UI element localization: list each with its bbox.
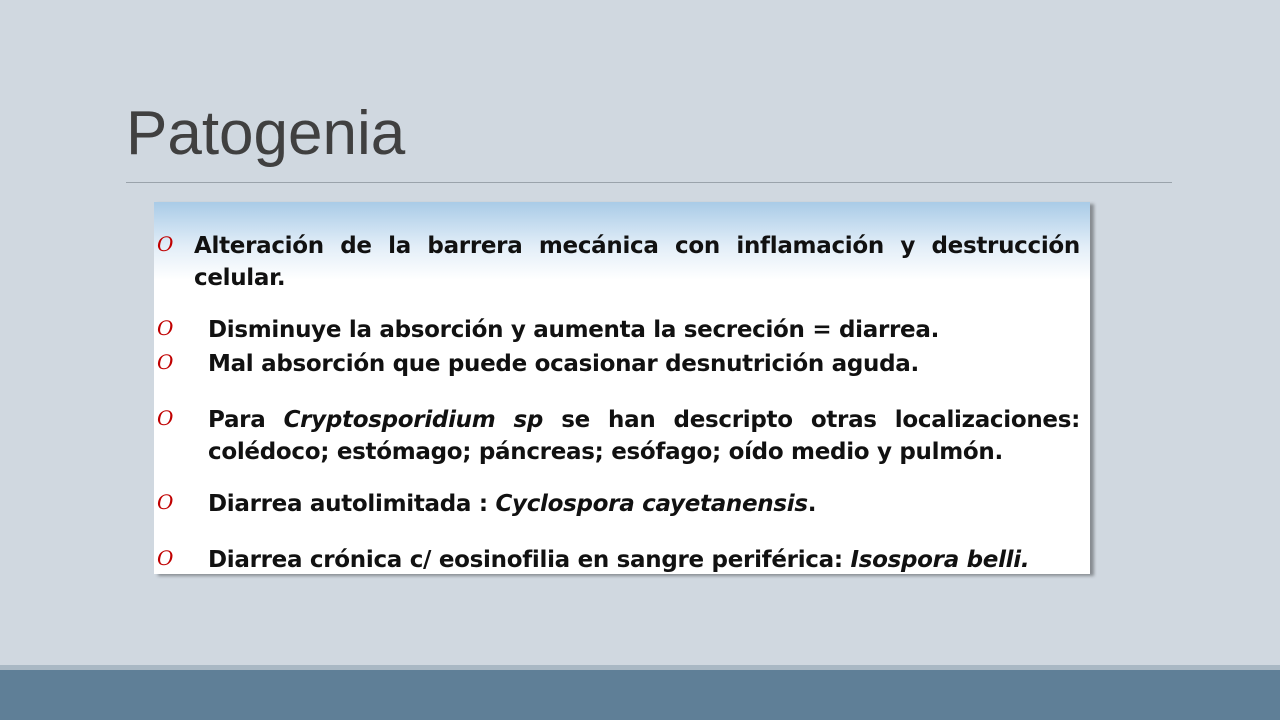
bullet-text: Mal absorción que puede ocasionar desnutrición aguda.: [208, 351, 919, 377]
bullet-marker: O: [157, 316, 174, 340]
bullet-text: Diarrea autolimitada : Cyclospora cayetanensis.: [208, 491, 817, 517]
footer-bar: [0, 670, 1280, 720]
bullet-text: Diarrea crónica c/ eosinofilia en sangre periférica: Isospora belli.: [208, 547, 1030, 573]
bullet-list: [154, 202, 1090, 574]
bullet-marker: O: [157, 350, 174, 374]
title-divider: [126, 182, 1172, 183]
bullet-marker: O: [157, 490, 174, 514]
bullet-marker: O: [157, 232, 174, 256]
bullet-text: Para Cryptosporidium sp se han descripto otras localizaciones: colédoco; estómago; páncreas; esófago; oído medio y pulmón.: [208, 407, 1081, 465]
content-image: [154, 202, 1090, 574]
bullet-marker: O: [157, 546, 174, 570]
slide-title: Patogenia: [126, 99, 406, 168]
bullet-text: Disminuye la absorción y aumenta la secreción = diarrea.: [208, 317, 940, 343]
bullet-marker: O: [157, 406, 174, 430]
bullet-text: Alteración de la barrera mecánica con inflamación y destrucción celular.: [194, 233, 1080, 291]
